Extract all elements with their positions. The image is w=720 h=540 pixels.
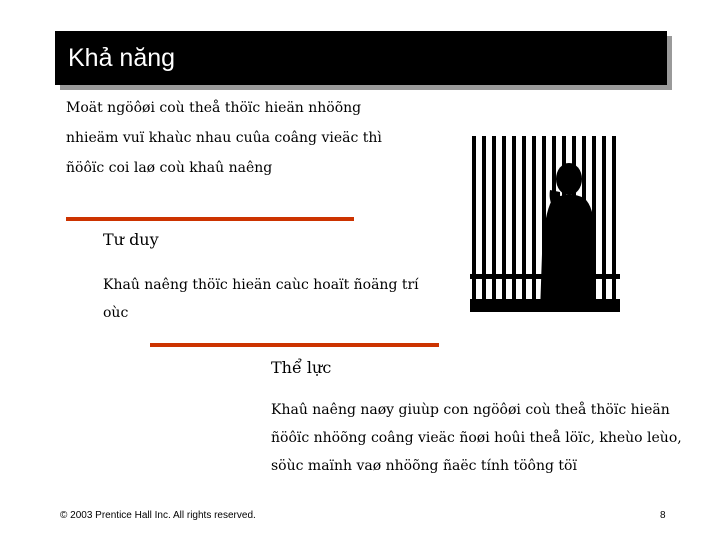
section-heading-physical: Thể lực [271, 358, 332, 377]
man-behind-bars-icon [470, 134, 620, 312]
slide-title: Khả năng [68, 44, 176, 72]
page-number: 8 [660, 510, 666, 521]
divider-rule-2 [150, 343, 439, 347]
section-heading-thinking: Tư duy [103, 230, 159, 249]
intro-text: Moät ngöôøi coù theå thöïc hieän nhöõng nhieäm vuï khaùc nhau cuûa coâng vieäc thì ñöôïc coi laø coù khaû naêng [66, 100, 382, 176]
divider-rule-1 [66, 217, 354, 221]
section-body-thinking: Khaû naêng thöïc hieän caùc hoaït ñoäng trí oùc [103, 277, 419, 321]
copyright-footer: © 2003 Prentice Hall Inc. All rights reserved. [60, 510, 256, 521]
section-body-physical: Khaû naêng naøy giuùp con ngöôøi coù theå thöïc hieän ñöôïc nhöõng coâng vieäc ñoøi hoûi theå löïc, kheùo leùo, söùc maïnh vaø nhöõng ñaëc tính töông töï [271, 402, 682, 474]
